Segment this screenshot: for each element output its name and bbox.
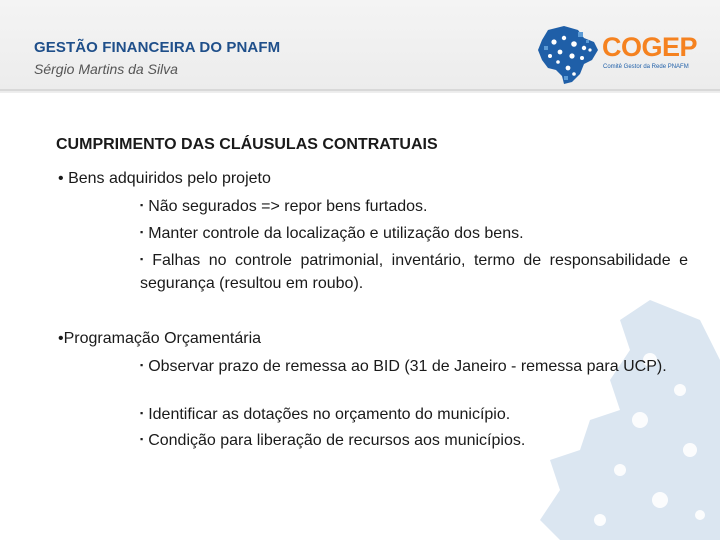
list-item-text: Falhas no controle patrimonial, inventário, termo de responsabilidade e segurança (resultou em roubo). bbox=[140, 252, 688, 292]
presentation-title: GESTÃO FINANCEIRA DO PNAFM bbox=[34, 39, 281, 56]
bullet-marker: • bbox=[58, 170, 64, 187]
brazil-map-icon bbox=[534, 24, 600, 86]
logo-tagline: Comitê Gestor da Rede PNAFM bbox=[603, 64, 689, 70]
square-bullet-icon: ▪ bbox=[140, 227, 144, 237]
presenter-name: Sérgio Martins da Silva bbox=[34, 61, 178, 77]
cogep-logo bbox=[534, 24, 704, 86]
list-item bbox=[140, 428, 688, 452]
square-bullet-icon: ▪ bbox=[140, 408, 144, 418]
square-bullet-icon: ▪ bbox=[140, 434, 144, 444]
list-item-text: Observar prazo de remessa ao BID (31 de Janeiro - remessa para UCP). bbox=[148, 358, 667, 375]
list-item-text: Não segurados => repor bens furtados. bbox=[148, 198, 428, 215]
bullet-bens bbox=[58, 170, 271, 188]
section-heading: CUMPRIMENTO DAS CLÁUSULAS CONTRATUAIS bbox=[56, 136, 438, 153]
list-item bbox=[140, 194, 688, 218]
bullet-title: Bens adquiridos pelo projeto bbox=[68, 170, 271, 187]
list-item bbox=[140, 248, 688, 295]
square-bullet-icon: ▪ bbox=[140, 360, 144, 370]
square-bullet-icon: ▪ bbox=[140, 200, 144, 210]
list-item bbox=[140, 354, 688, 378]
header-divider-light bbox=[0, 92, 720, 93]
list-item-text: Condição para liberação de recursos aos municípios. bbox=[148, 432, 526, 449]
list-item-text: Manter controle da localização e utilização dos bens. bbox=[148, 225, 524, 242]
square-bullet-icon: ▪ bbox=[140, 254, 148, 264]
bullet-programacao bbox=[58, 330, 261, 348]
bullet-marker: • bbox=[58, 330, 64, 347]
list-item-text: Identificar as dotações no orçamento do município. bbox=[148, 406, 511, 423]
header-band bbox=[0, 0, 720, 92]
list-item bbox=[140, 221, 688, 245]
list-item bbox=[140, 402, 688, 426]
logo-name: COGEP bbox=[602, 32, 698, 62]
bullet-title: Programação Orçamentária bbox=[63, 330, 262, 347]
header-divider bbox=[0, 89, 720, 91]
